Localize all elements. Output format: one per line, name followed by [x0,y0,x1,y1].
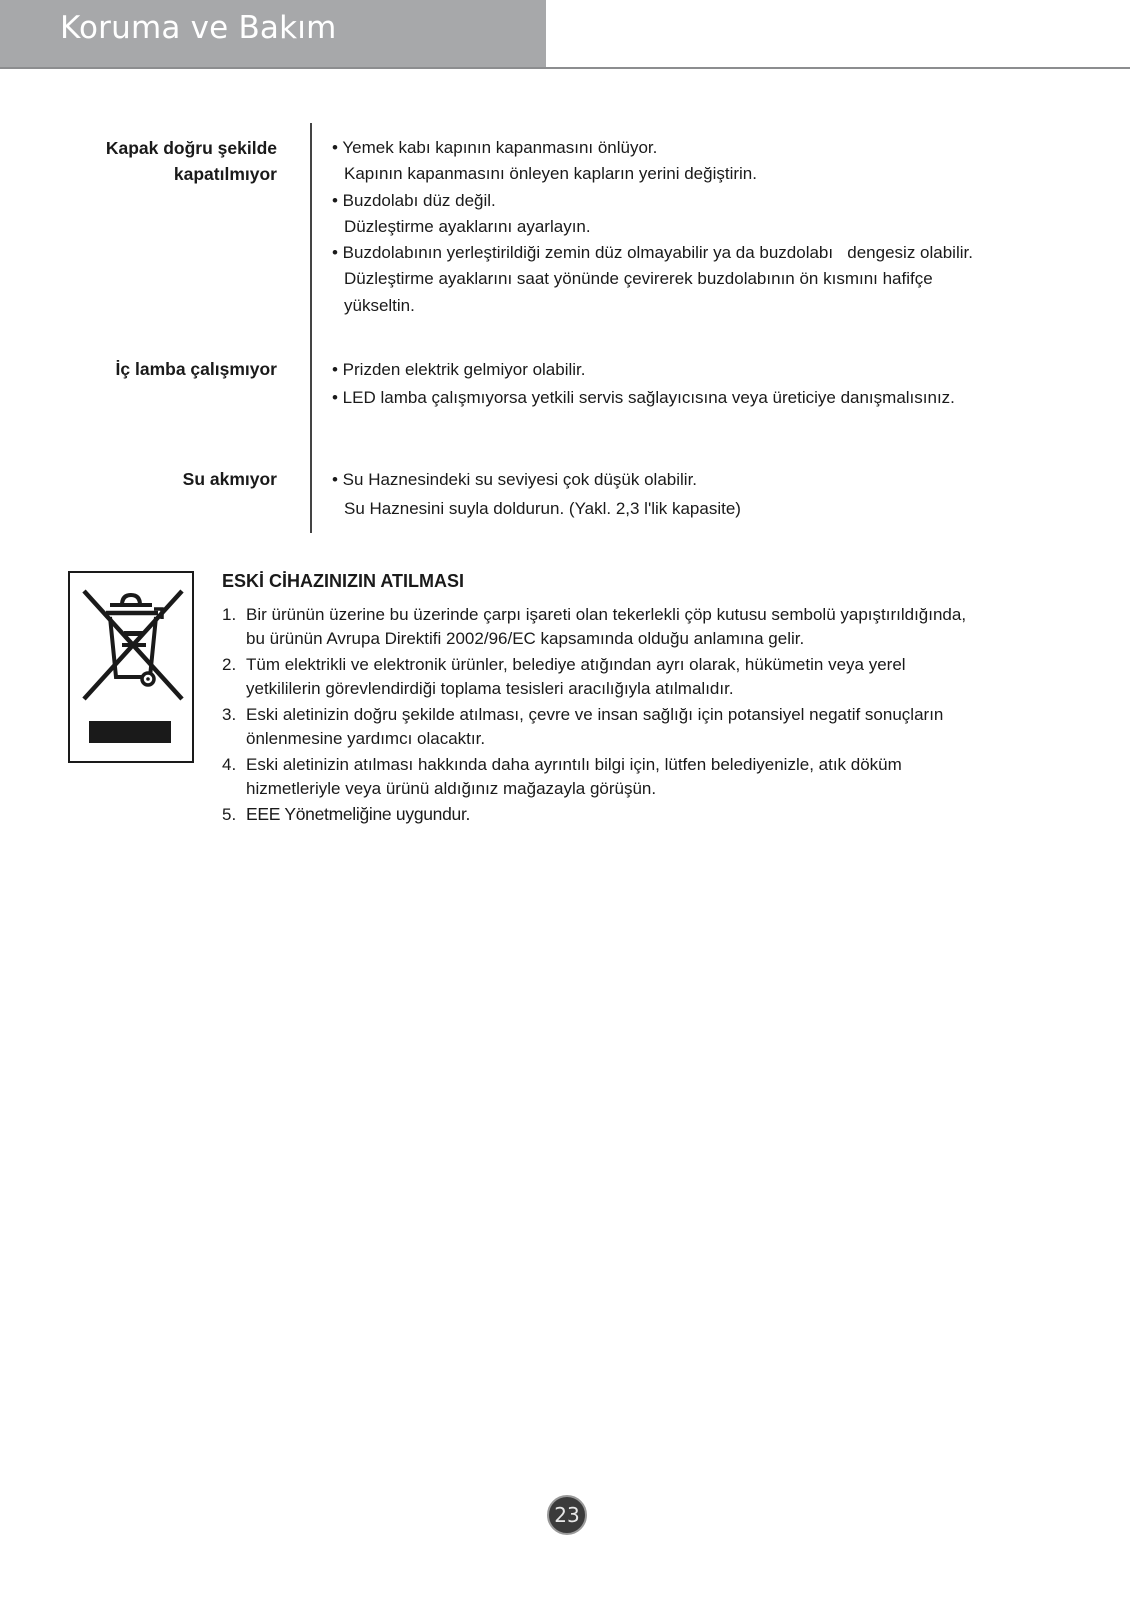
problem-label-line: İç lamba çalışmıyor [115,359,277,379]
list-text-line: EEE Yönetmeliğine uygundur. [246,804,471,824]
list-item [222,753,1102,800]
list-number: 3. [222,705,237,724]
table-divider [310,123,312,533]
list-text-line: önlenmesine yardımcı olacaktır. [246,728,486,748]
solution-line: • Su Haznesindeki su seviyesi çok düşük olabilir. [332,470,698,489]
problem-label-line: Kapak doğru şekilde [105,138,277,158]
list-number: 4. [222,755,237,774]
solution-list [332,135,1092,319]
list-number: 5. [222,805,237,824]
list-text-line: Eski aletinizin doğru şekilde atılması, çevre ve insan sağlığı için potansiyel negatif sonuçların [246,705,944,724]
list-text [246,653,1102,700]
problem-label [37,356,277,382]
list-text [246,803,1102,827]
solution-line: • LED lamba çalışmıyorsa yetkili servis sağlayıcısına veya üreticiye danışmalısınız. [332,387,955,407]
page-title: Koruma ve Bakım [60,10,337,46]
list-text-line: hizmetleriyle veya ürünü aldığınız mağazayla görüşün. [246,778,657,798]
list-item [222,703,1102,750]
solution-line: Düzleştirme ayaklarını saat yönünde çevirerek buzdolabının ön kısmını hafifçe [344,269,933,289]
list-text [246,603,1102,650]
list-text-line: Eski aletinizin atılması hakkında daha ayrıntılı bilgi için, lütfen belediyenizle, atık döküm [246,755,902,774]
problem-label-line: kapatılmıyor [173,164,277,184]
list-number: 1. [222,605,237,624]
list-text-line: bu ürünün Avrupa Direktifi 2002/96/EC kapsamında olduğu anlamına gelir. [246,628,805,648]
problem-label-line: Su akmıyor [182,469,277,489]
problem-label [37,135,277,187]
solution-line: • Buzdolabının yerleştirildiği zemin düz olmayabilir ya da buzdolabı dengesiz olabilir. [332,243,973,263]
list-item [222,803,1102,827]
solution-line: Su Haznesini suyla doldurun. (Yakl. 2,3 l'lik kapasite) [344,498,741,518]
problem-label [37,466,277,492]
list-text-line: Tüm elektrikli ve elektronik ürünler, belediye atığından ayrı olarak, hükümetin veya yerel [246,655,906,674]
solution-line: • Buzdolabı düz değil. [332,190,496,210]
solution-line: • Yemek kabı kapının kapanmasını önlüyor. [332,138,658,157]
page-number-badge: 23 [547,1495,587,1535]
solution-line: Düzleştirme ayaklarını ayarlayın. [344,216,591,236]
list-item [222,653,1102,700]
list-number: 2. [222,655,237,674]
disposal-list [222,603,1102,830]
header-rule [0,67,1130,69]
solution-line: Kapının kapanmasını önleyen kapların yerini değiştirin. [344,164,757,184]
solution-line: yükseltin. [344,295,415,315]
solution-line: • Prizden elektrik gelmiyor olabilir. [332,360,586,379]
solution-list [332,466,1092,523]
crossed-out-wheelie-bin-icon [68,571,194,763]
list-item [222,603,1102,650]
list-text [246,703,1102,750]
list-text [246,753,1102,800]
list-text-line: yetkililerin görevlendirdiği toplama tesisleri aracılığıyla atılmalıdır. [246,678,734,698]
disposal-heading: ESKİ CİHAZINIZIN ATILMASI [222,571,464,591]
solution-list [332,356,1092,411]
list-text-line: Bir ürünün üzerine bu üzerinde çarpı işareti olan tekerlekli çöp kutusu sembolü yapıştırıldığında, [246,605,967,624]
